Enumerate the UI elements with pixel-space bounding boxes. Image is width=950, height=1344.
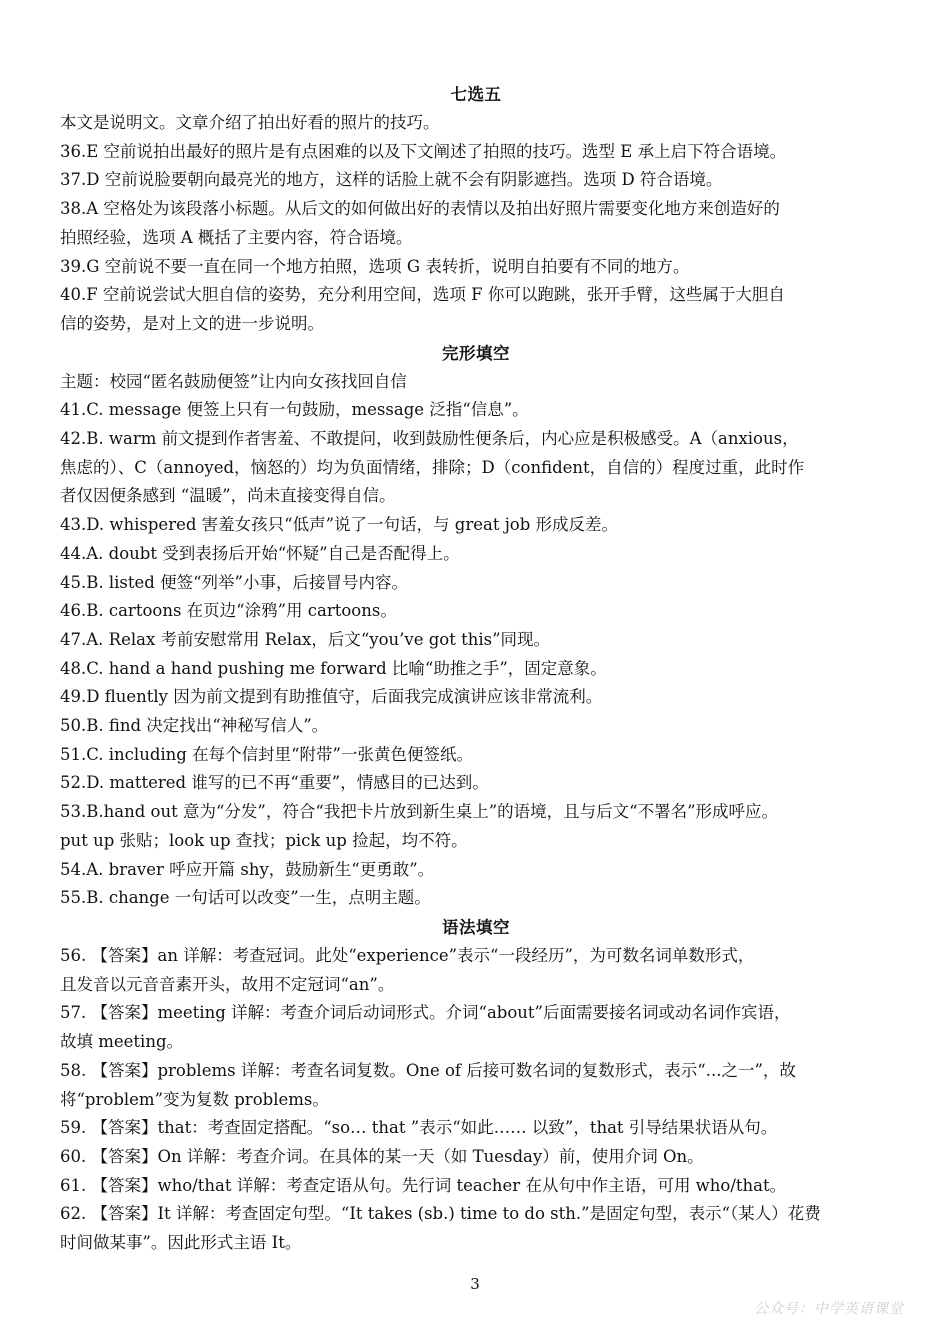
answer-line: 62. 【答案】It 详解：考查固定句型。“It takes (sb.) time to do sth.”是固定句型，表示“（某人）花费	[60, 1204, 821, 1224]
answer-line: 51.C. including 在每个信封里“附带”一张黄色便签纸。	[60, 744, 473, 764]
answer-line: 46.B. cartoons 在页边“涂鸦”用 cartoons。	[60, 601, 397, 621]
answer-line: 49.D fluently 因为前文提到有助推值守，后面我完成演讲应该非常流利。	[60, 687, 603, 707]
answer-line: 42.B. warm 前文提到作者害羞、不敢提问，收到鼓励性便条后，内心应是积极感受。A（anxious，	[60, 429, 799, 449]
answer-line: 55.B. change 一句话可以改变”一生，点明主题。	[60, 888, 431, 908]
answer-content	[60, 80, 892, 1258]
watermark: 公众号：中学英语课堂	[754, 1301, 904, 1317]
answer-line: 43.D. whispered 害羞女孩只“低声”说了一句话，与 great job 形成反差。	[60, 515, 619, 535]
answer-line: 故填 meeting。	[60, 1032, 184, 1052]
section-title: 语法填空	[442, 917, 510, 937]
answer-line: put up 张贴；look up 查找；pick up 捡起，均不符。	[60, 830, 468, 850]
answer-line: 60. 【答案】On 详解：考查介词。在具体的某一天（如 Tuesday）前，使用介词 On。	[60, 1146, 704, 1166]
answer-line: 信的姿势，是对上文的进一步说明。	[60, 313, 324, 333]
text-line: 主题：校园“匿名鼓励便签”让内向女孩找回自信	[60, 371, 407, 391]
answer-line: 53.B.hand out 意为“分发”，符合“我把卡片放到新生桌上”的语境，且与后文“不署名”形成呼应。	[60, 802, 779, 822]
answer-line: 48.C. hand a hand pushing me forward 比喻“助推之手”，固定意象。	[60, 658, 607, 678]
answer-line: 40.F 空前说尝试大胆自信的姿势，充分利用空间，选项 F 你可以跑跳，张开手臂，这些属于大胆自	[60, 285, 785, 305]
section-title: 七选五	[450, 85, 502, 104]
answer-line: 57. 【答案】meeting 详解：考查介词后动词形式。介词“about”后面需要接名词或动名词作宾语，	[60, 1003, 791, 1023]
answer-line: 且发音以元音音素开头，故用不定冠词“an”。	[60, 974, 395, 994]
answer-line: 将“problem”变为复数 problems。	[60, 1089, 329, 1109]
answer-line: 拍照经验，选项 A 概括了主要内容，符合语境。	[60, 227, 413, 247]
answer-line: 44.A. doubt 受到表扬后开始“怀疑”自己是否配得上。	[60, 543, 460, 563]
answer-line: 38.A 空格处为该段落小标题。从后文的如何做出好的表情以及拍出好照片需要变化地方来创造好的	[60, 199, 780, 219]
answer-line: 36.E 空前说拍出最好的照片是有点困难的以及下文阐述了拍照的技巧。选型 E 承上启下符合语境。	[60, 141, 787, 161]
answer-line: 58. 【答案】problems 详解：考查名词复数。One of 后接可数名词的复数形式，表示“...之一”，故	[60, 1060, 796, 1080]
answer-line: 61. 【答案】who/that 详解：考查定语从句。先行词 teacher 在从句中作主语，可用 who/that。	[60, 1175, 787, 1195]
answer-line: 47.A. Relax 考前安慰常用 Relax，后文“you’ve got this”同现。	[60, 629, 551, 649]
answer-line: 时间做某事”。因此形式主语 It。	[60, 1233, 302, 1253]
answer-line: 50.B. find 决定找出“神秘写信人”。	[60, 716, 329, 736]
text-line: 本文是说明文。文章介绍了拍出好看的照片的技巧。	[60, 113, 440, 132]
answer-line: 56. 【答案】an 详解：考查冠词。此处“experience”表示“一段经历”，为可数名词单数形式，	[60, 945, 755, 965]
answer-line: 焦虑的）、C（annoyed，恼怒的）均为负面情绪，排除；D（confident，自信的）程度过重，此时作	[60, 457, 805, 477]
answer-line: 者仅因便条感到 “温暖”，尚未直接变得自信。	[60, 486, 396, 506]
answer-line: 54.A. braver 呼应开篇 shy，鼓励新生“更勇敢”。	[60, 859, 435, 879]
answer-line: 41.C. message 便签上只有一句鼓励，message 泛指“信息”。	[60, 400, 529, 420]
answer-line: 39.G 空前说不要一直在同一个地方拍照，选项 G 表转折，说明自拍要有不同的地方。	[60, 256, 690, 276]
section-title: 完形填空	[442, 343, 510, 363]
answer-line: 52.D. mattered 谁写的已不再“重要”，情感目的已达到。	[60, 773, 489, 793]
answer-line: 37.D 空前说脸要朝向最亮光的地方，这样的话脸上就不会有阴影遮挡。选项 D 符合语境。	[60, 170, 723, 190]
answer-line: 45.B. listed 便签“列举”小事，后接冒号内容。	[60, 572, 408, 592]
answer-line: 59. 【答案】that：考查固定搭配。“so… that ”表示“如此…… 以致”，that 引导结果状语从句。	[60, 1118, 778, 1138]
page-number: 3	[470, 1275, 480, 1293]
